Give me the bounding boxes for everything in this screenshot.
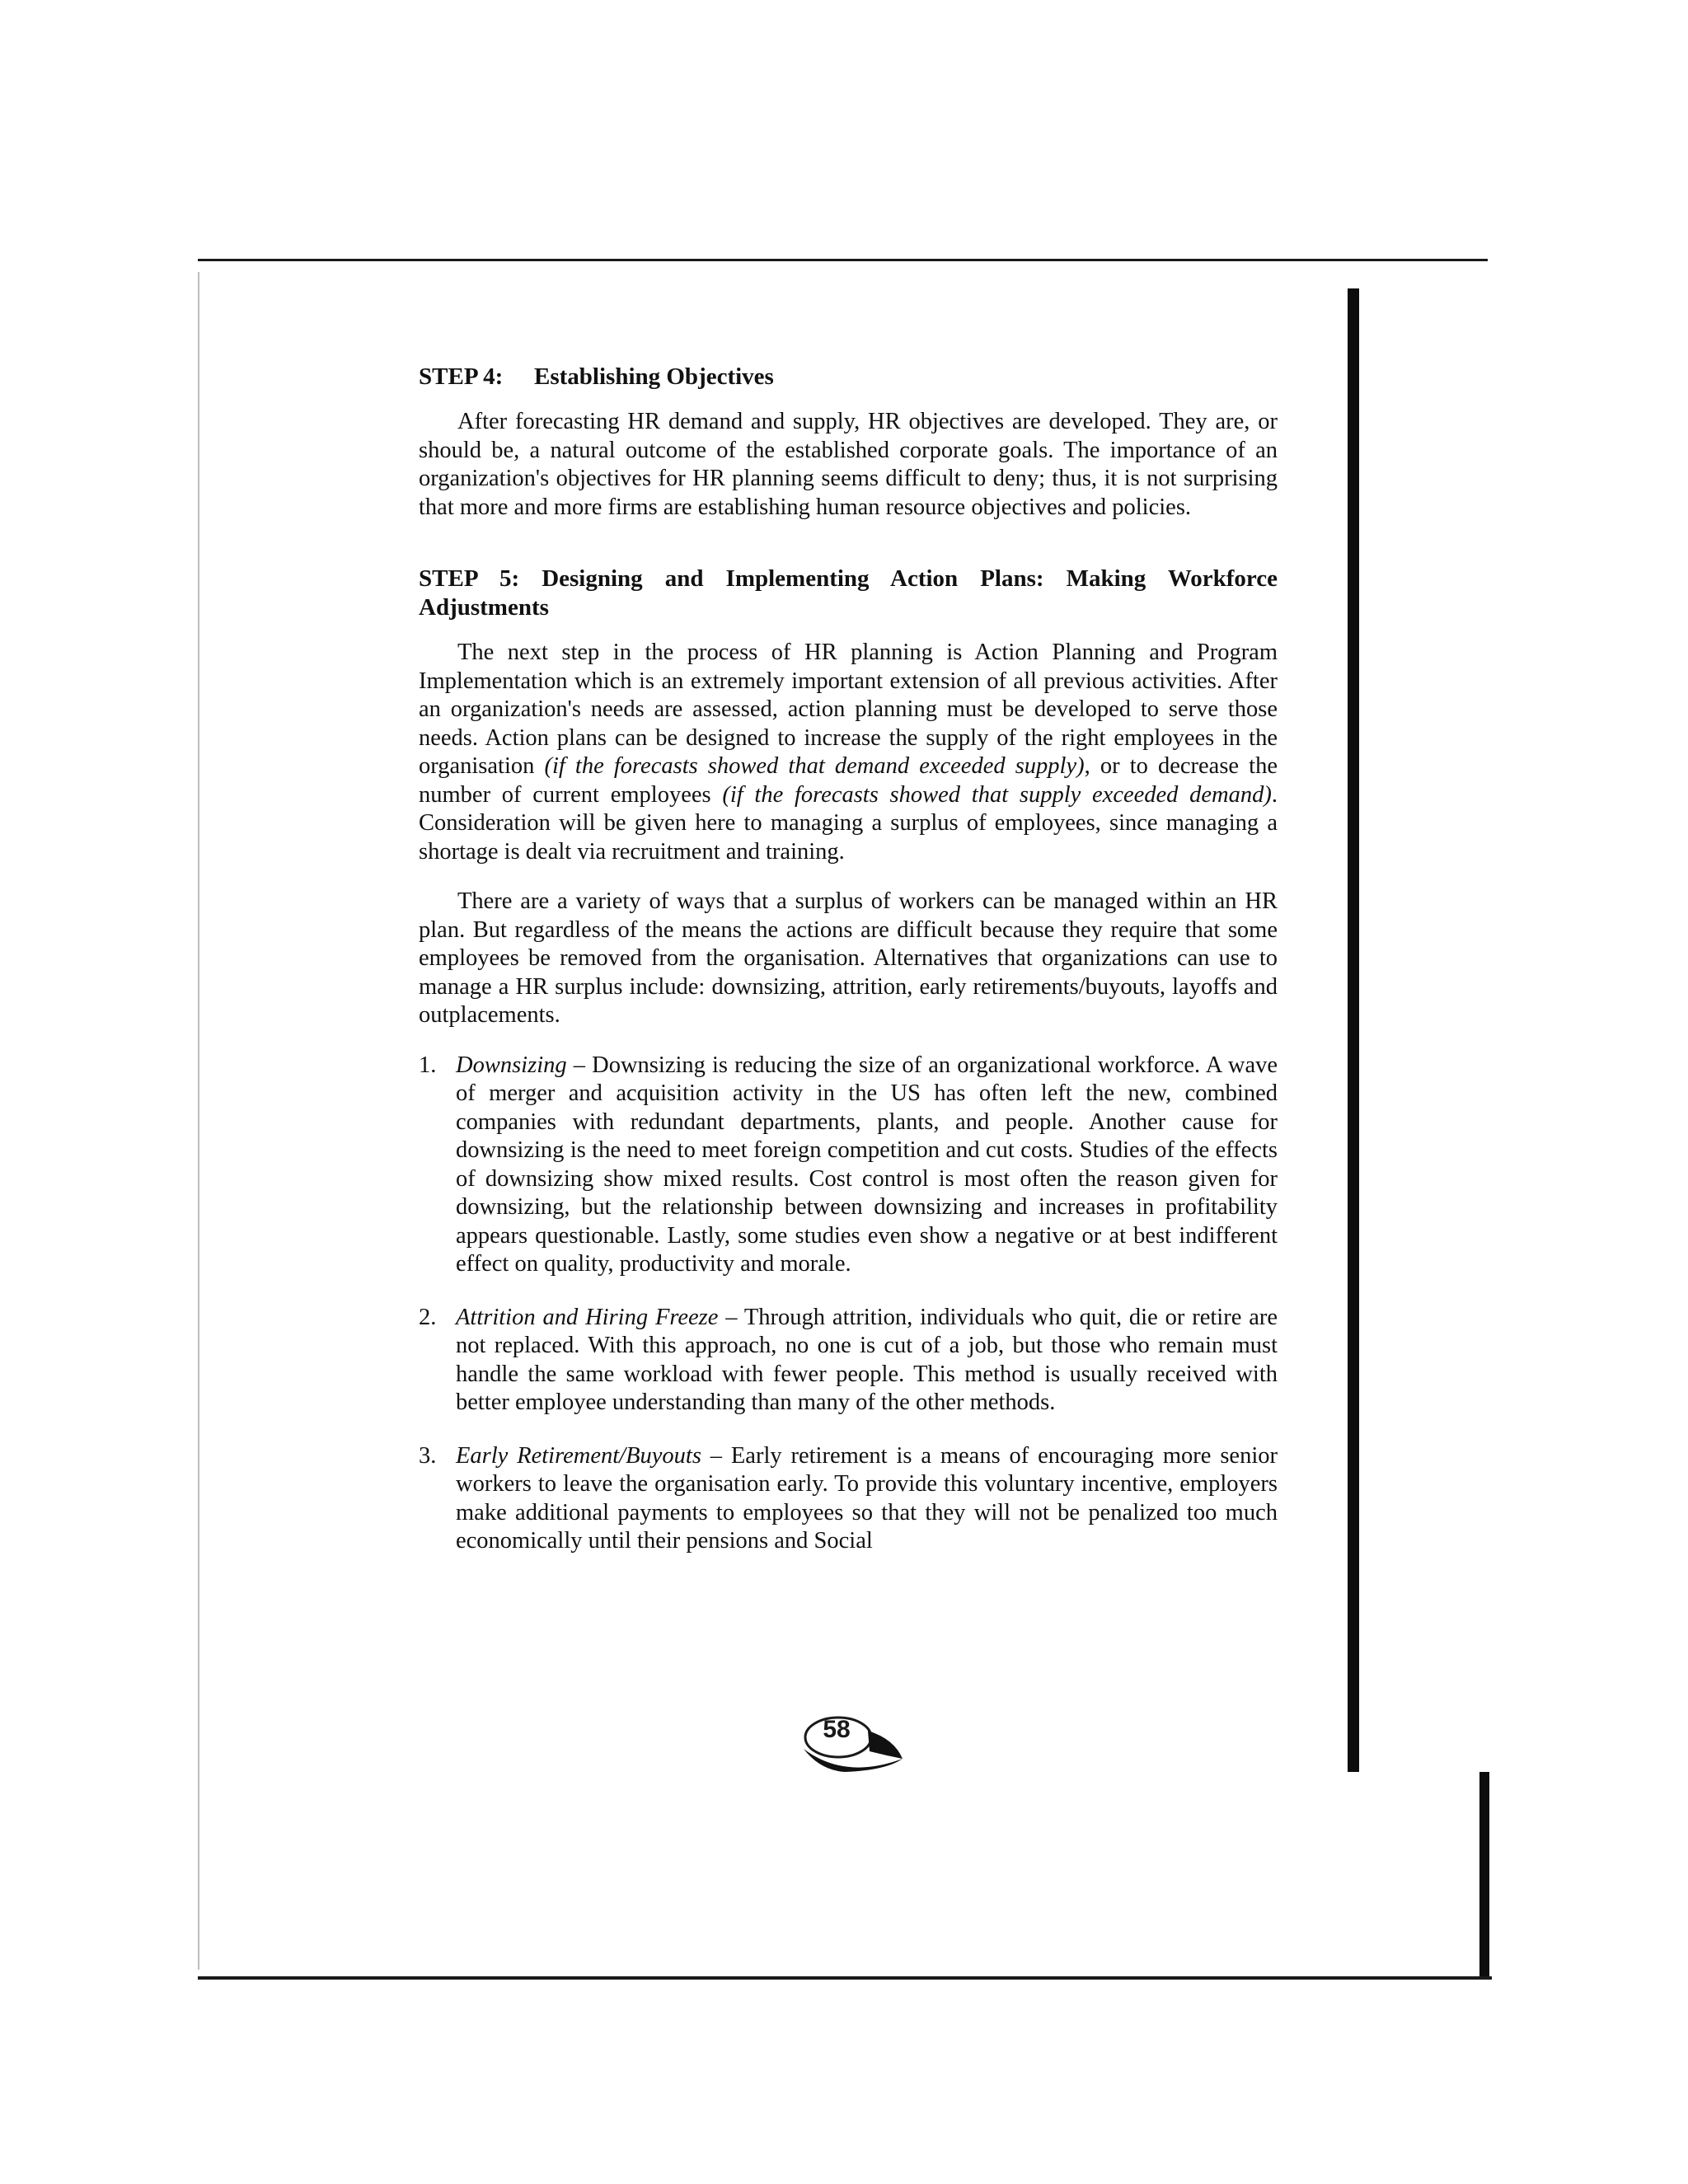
- top-rule: [198, 259, 1488, 261]
- list-term: Attrition and Hiring Freeze: [456, 1304, 719, 1330]
- list-text: – Early retirement is a means of encouraging more senior workers to leave the organisation early. To provide this voluntary incentive, employers make additional payments to employees so that they will not be penalized too much economically until their pensions and Social: [456, 1442, 1278, 1554]
- binding-shadow-bar-lower: [1479, 1772, 1489, 1978]
- step5-heading: STEP 5: Designing and Implementing Action Plans: Making Workforce Adjustments: [419, 565, 1278, 621]
- list-item: [419, 1442, 1278, 1556]
- step5-p1-italic-b: (if the forecasts showed that supply exceeded demand): [722, 781, 1272, 808]
- page-number: 58: [823, 1716, 851, 1743]
- step5-p1-text-b: , or to decrease the number of current employees: [419, 753, 1278, 808]
- step4-heading: [419, 363, 1278, 391]
- list-number: 1.: [419, 1052, 437, 1078]
- step4-number: STEP 4:: [419, 363, 504, 390]
- step4-title: Establishing Objectives: [534, 363, 774, 390]
- left-page-edge: [198, 272, 199, 1970]
- step5-p1-text-a: The next step in the process of HR planning is Action Planning and Program Implementation which is an extremely important extension of all previous activities. After an organization's needs are assessed, action planning must be developed to serve those needs. Action plans can be designed to increase the supply of the right employees in the organisation: [419, 640, 1278, 779]
- step5-p1-italic-a: (if the forecasts showed that demand exceeded supply): [544, 753, 1085, 779]
- list-item: [419, 1304, 1278, 1418]
- list-number: 2.: [419, 1304, 437, 1330]
- step5-p1-text-c: . Consideration will be given here to managing a surplus of employees, since managing a shortage is dealt via recruitment and training.: [419, 781, 1278, 865]
- list-number: 3.: [419, 1442, 437, 1469]
- binding-shadow-bar: [1348, 288, 1359, 1772]
- page-body: [419, 363, 1278, 1556]
- alternatives-list: [419, 1052, 1278, 1556]
- bottom-rule: [198, 1976, 1492, 1980]
- list-text: – Downsizing is reducing the size of an organizational workforce. A wave of merger and acquisition activity in the US has often left the new, combined companies with redundant departments, plants, and people. Another cause for downsizing is the need to meet foreign competition and cut costs. Studies of the effects of downsizing show mixed results. Cost control is most often the reason given for downsizing, but the relationship between downsizing and increases in profitability appears questionable. Lastly, some studies even show a negative or at best indifferent effect on quality, productivity and morale.: [456, 1052, 1278, 1277]
- list-term: Downsizing: [456, 1052, 567, 1078]
- list-term: Early Retirement/Buyouts: [456, 1442, 701, 1469]
- step4-paragraph: After forecasting HR demand and supply, HR objectives are developed. They are, or should be, a natural outcome of the established corporate goals. The importance of an organization's objectives for HR planning seems difficult to deny; thus, it is not surprising that more and more firms are establishing human resource objectives and policies.: [419, 409, 1278, 520]
- list-text: – Through attrition, individuals who quit, die or retire are not replaced. With this approach, no one is cut of a job, but those who remain must handle the same workload with fewer people. This method is usually received with better employee understanding than many of the other methods.: [456, 1304, 1278, 1415]
- step5-paragraph-1: [419, 639, 1278, 866]
- list-item: [419, 1052, 1278, 1279]
- step5-paragraph-2: There are a variety of ways that a surplus of workers can be managed within an HR plan. But regardless of the means the actions are difficult because they require that some employees be removed from the organisation. Alternatives that organizations can use to manage a HR surplus include: downsizing, attrition, early retirements/buyouts, layoffs and outplacements.: [419, 888, 1278, 1028]
